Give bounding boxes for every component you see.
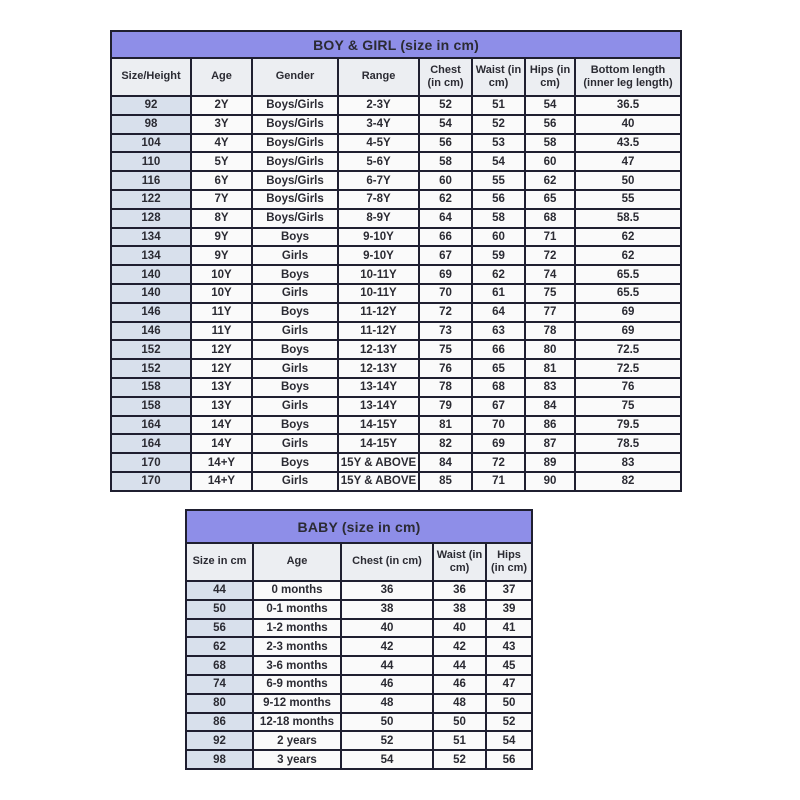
table-cell: 12-18 months [253, 713, 341, 732]
table-cell: 122 [111, 190, 191, 209]
table-cell: 158 [111, 397, 191, 416]
table-cell: 77 [525, 303, 575, 322]
table-cell: 67 [419, 246, 472, 265]
table-cell: 56 [186, 619, 253, 638]
title-row [111, 31, 681, 58]
table-cell: 76 [419, 359, 472, 378]
table-cell: 73 [419, 322, 472, 341]
table-cell: 75 [419, 340, 472, 359]
table-cell: Boys [252, 228, 338, 247]
table-cell: Girls [252, 322, 338, 341]
table-cell: 70 [419, 284, 472, 303]
table-row [111, 378, 681, 397]
table-cell: 43.5 [575, 134, 681, 153]
table-cell: 72 [419, 303, 472, 322]
table-row [111, 152, 681, 171]
table-cell: 3-4Y [338, 115, 419, 134]
table-cell: 4-5Y [338, 134, 419, 153]
table-cell: 56 [486, 750, 532, 769]
table-cell: 54 [486, 731, 532, 750]
table-cell: 50 [186, 600, 253, 619]
table-cell: 6Y [191, 171, 252, 190]
table-cell: Girls [252, 284, 338, 303]
table-cell: 50 [575, 171, 681, 190]
table-cell: 52 [419, 96, 472, 115]
table-cell: 36 [433, 581, 486, 600]
table-cell: 50 [433, 713, 486, 732]
title-row [186, 510, 532, 543]
table-cell: 14Y [191, 434, 252, 453]
table-cell: 37 [486, 581, 532, 600]
table-cell: 58 [419, 152, 472, 171]
table-cell: 78 [525, 322, 575, 341]
table-cell: 54 [419, 115, 472, 134]
column-header: Size/Height [111, 58, 191, 96]
table-cell: 81 [419, 416, 472, 435]
table-row [111, 322, 681, 341]
table-row [186, 713, 532, 732]
table-cell: Boys/Girls [252, 134, 338, 153]
table-row [186, 675, 532, 694]
table-cell: 89 [525, 453, 575, 472]
table-cell: 39 [486, 600, 532, 619]
table-cell: 54 [525, 96, 575, 115]
table-cell: Girls [252, 246, 338, 265]
table-cell: Boys/Girls [252, 96, 338, 115]
table-cell: 40 [341, 619, 433, 638]
table-cell: Boys/Girls [252, 115, 338, 134]
table-cell: 11-12Y [338, 303, 419, 322]
table-cell: 134 [111, 228, 191, 247]
column-header: Size in cm [186, 543, 253, 581]
table-cell: 60 [419, 171, 472, 190]
table-cell: 3 years [253, 750, 341, 769]
column-header: Waist (in cm) [472, 58, 525, 96]
table-cell: 13-14Y [338, 378, 419, 397]
table-title: BOY & GIRL (size in cm) [111, 31, 681, 58]
column-header: Bottom length (inner leg length) [575, 58, 681, 96]
table-cell: 62 [186, 637, 253, 656]
table-row [111, 284, 681, 303]
header-row [111, 58, 681, 96]
table-body [111, 96, 681, 491]
table-cell: 11-12Y [338, 322, 419, 341]
table-cell: 116 [111, 171, 191, 190]
column-header: Gender [252, 58, 338, 96]
table-cell: 81 [525, 359, 575, 378]
table-cell: 40 [575, 115, 681, 134]
table-cell: 14+Y [191, 453, 252, 472]
table-cell: 58 [472, 209, 525, 228]
table-row [111, 359, 681, 378]
table-cell: 58.5 [575, 209, 681, 228]
table-cell: 52 [486, 713, 532, 732]
table-cell: 38 [433, 600, 486, 619]
table-row [111, 134, 681, 153]
table-cell: 164 [111, 434, 191, 453]
table-cell: 65.5 [575, 284, 681, 303]
table-cell: 69 [575, 322, 681, 341]
table-cell: 4Y [191, 134, 252, 153]
table-cell: 70 [472, 416, 525, 435]
table-cell: Girls [252, 359, 338, 378]
table-cell: 2 years [253, 731, 341, 750]
table-row [186, 656, 532, 675]
table-cell: 10Y [191, 284, 252, 303]
table-cell: 12Y [191, 359, 252, 378]
table-cell: 72.5 [575, 340, 681, 359]
table-cell: 62 [472, 265, 525, 284]
table-cell: 40 [433, 619, 486, 638]
table-cell: 69 [575, 303, 681, 322]
table-cell: 72 [525, 246, 575, 265]
table-cell: 79 [419, 397, 472, 416]
table-cell: 78 [419, 378, 472, 397]
table-cell: 3Y [191, 115, 252, 134]
table-cell: 56 [472, 190, 525, 209]
table-cell: 14Y [191, 416, 252, 435]
table-row [111, 96, 681, 115]
table-cell: 46 [433, 675, 486, 694]
table-cell: 6-9 months [253, 675, 341, 694]
table-cell: 7Y [191, 190, 252, 209]
table-cell: Boys/Girls [252, 152, 338, 171]
table-cell: 62 [575, 228, 681, 247]
table-row [111, 190, 681, 209]
table-cell: 72.5 [575, 359, 681, 378]
table-cell: 79.5 [575, 416, 681, 435]
table-cell: 13Y [191, 378, 252, 397]
header-row [186, 543, 532, 581]
table-cell: 152 [111, 340, 191, 359]
table-cell: 54 [472, 152, 525, 171]
table-cell: Girls [252, 434, 338, 453]
table-cell: 146 [111, 322, 191, 341]
table-cell: 11Y [191, 322, 252, 341]
table-cell: 10Y [191, 265, 252, 284]
table-cell: 128 [111, 209, 191, 228]
table-cell: Boys/Girls [252, 209, 338, 228]
table-cell: Boys/Girls [252, 171, 338, 190]
table-cell: 69 [472, 434, 525, 453]
table-cell: 140 [111, 284, 191, 303]
table-cell: 14-15Y [338, 434, 419, 453]
table-row [111, 115, 681, 134]
table-row [186, 581, 532, 600]
table-cell: 36.5 [575, 96, 681, 115]
column-header: Waist (in cm) [433, 543, 486, 581]
table-row [111, 397, 681, 416]
table-cell: 63 [472, 322, 525, 341]
table-cell: 59 [472, 246, 525, 265]
table-cell: 48 [433, 694, 486, 713]
table-cell: 44 [341, 656, 433, 675]
table-cell: 152 [111, 359, 191, 378]
table-cell: 80 [525, 340, 575, 359]
table-cell: 7-8Y [338, 190, 419, 209]
table-cell: 2-3Y [338, 96, 419, 115]
table-cell: 12Y [191, 340, 252, 359]
table-cell: 74 [525, 265, 575, 284]
table-cell: 14-15Y [338, 416, 419, 435]
table-cell: 82 [419, 434, 472, 453]
table-cell: 9Y [191, 228, 252, 247]
table-cell: 71 [472, 472, 525, 491]
table-row [111, 246, 681, 265]
table-cell: 9-12 months [253, 694, 341, 713]
table-cell: 85 [419, 472, 472, 491]
table-cell: 11Y [191, 303, 252, 322]
column-header: Hips (in cm) [525, 58, 575, 96]
table-cell: 56 [525, 115, 575, 134]
table-row [111, 472, 681, 491]
table-row [111, 434, 681, 453]
table-row [111, 228, 681, 247]
table-cell: 92 [111, 96, 191, 115]
table-cell: 74 [186, 675, 253, 694]
table-cell: 1-2 months [253, 619, 341, 638]
table-cell: 12-13Y [338, 359, 419, 378]
table-cell: 62 [575, 246, 681, 265]
table-cell: 12-13Y [338, 340, 419, 359]
table-cell: 60 [525, 152, 575, 171]
table-cell: 14+Y [191, 472, 252, 491]
table-cell: 0-1 months [253, 600, 341, 619]
table-cell: 68 [186, 656, 253, 675]
table-cell: 62 [525, 171, 575, 190]
table-cell: 55 [472, 171, 525, 190]
table-row [186, 619, 532, 638]
table-cell: 86 [525, 416, 575, 435]
table-cell: 5-6Y [338, 152, 419, 171]
table-cell: 87 [525, 434, 575, 453]
table-cell: 62 [419, 190, 472, 209]
table-title: BABY (size in cm) [186, 510, 532, 543]
table-cell: 51 [472, 96, 525, 115]
table-cell: 110 [111, 152, 191, 171]
table-cell: 52 [341, 731, 433, 750]
table-cell: 50 [486, 694, 532, 713]
table-cell: 75 [575, 397, 681, 416]
table-row [186, 750, 532, 769]
table-cell: 52 [472, 115, 525, 134]
table-cell: 47 [486, 675, 532, 694]
table-cell: 60 [472, 228, 525, 247]
table-cell: 86 [186, 713, 253, 732]
table-cell: 52 [433, 750, 486, 769]
table-cell: 92 [186, 731, 253, 750]
table-cell: 54 [341, 750, 433, 769]
table-cell: 2Y [191, 96, 252, 115]
table-cell: 170 [111, 453, 191, 472]
table-cell: Boys [252, 340, 338, 359]
table-cell: 66 [472, 340, 525, 359]
table-cell: 50 [341, 713, 433, 732]
table-row [186, 694, 532, 713]
table-cell: 15Y & ABOVE [338, 472, 419, 491]
table-cell: Boys/Girls [252, 190, 338, 209]
table-cell: 68 [525, 209, 575, 228]
table-cell: 68 [472, 378, 525, 397]
table-cell: Boys [252, 416, 338, 435]
table-cell: 48 [341, 694, 433, 713]
table-cell: 43 [486, 637, 532, 656]
table-cell: 98 [111, 115, 191, 134]
table-cell: 84 [525, 397, 575, 416]
table-row [111, 265, 681, 284]
table-cell: 51 [433, 731, 486, 750]
table-cell: Boys [252, 265, 338, 284]
table-cell: 170 [111, 472, 191, 491]
table-cell: 65 [525, 190, 575, 209]
table-cell: 53 [472, 134, 525, 153]
table-cell: Boys [252, 303, 338, 322]
table-cell: 75 [525, 284, 575, 303]
table-cell: 15Y & ABOVE [338, 453, 419, 472]
table-cell: 36 [341, 581, 433, 600]
table-cell: 64 [472, 303, 525, 322]
table-cell: 61 [472, 284, 525, 303]
table-row [186, 637, 532, 656]
table-cell: 44 [433, 656, 486, 675]
table-cell: 140 [111, 265, 191, 284]
column-header: Range [338, 58, 419, 96]
table-cell: 13-14Y [338, 397, 419, 416]
table-cell: 8-9Y [338, 209, 419, 228]
table-cell: 146 [111, 303, 191, 322]
table-cell: 9Y [191, 246, 252, 265]
table-cell: 41 [486, 619, 532, 638]
table-cell: Boys [252, 453, 338, 472]
table-cell: 45 [486, 656, 532, 675]
column-header: Age [191, 58, 252, 96]
table-cell: 42 [341, 637, 433, 656]
table-row [111, 416, 681, 435]
table-cell: 0 months [253, 581, 341, 600]
table-cell: 65.5 [575, 265, 681, 284]
table-row [111, 303, 681, 322]
table-cell: 44 [186, 581, 253, 600]
table-cell: 65 [472, 359, 525, 378]
baby-size-table [185, 509, 533, 770]
table-cell: 3-6 months [253, 656, 341, 675]
table-row [111, 209, 681, 228]
table-cell: Girls [252, 397, 338, 416]
table-cell: 72 [472, 453, 525, 472]
table-row [186, 600, 532, 619]
table-row [111, 340, 681, 359]
table-cell: 66 [419, 228, 472, 247]
table-cell: 84 [419, 453, 472, 472]
table-cell: 78.5 [575, 434, 681, 453]
table-cell: 42 [433, 637, 486, 656]
table-cell: 58 [525, 134, 575, 153]
table-cell: 98 [186, 750, 253, 769]
table-cell: 10-11Y [338, 265, 419, 284]
boy-girl-size-table [110, 30, 682, 492]
table-cell: 46 [341, 675, 433, 694]
table-cell: 10-11Y [338, 284, 419, 303]
table-cell: 134 [111, 246, 191, 265]
table-cell: 67 [472, 397, 525, 416]
table-cell: Girls [252, 472, 338, 491]
table-body [186, 581, 532, 769]
column-header: Chest (in cm) [419, 58, 472, 96]
table-cell: 2-3 months [253, 637, 341, 656]
table-cell: 71 [525, 228, 575, 247]
column-header: Age [253, 543, 341, 581]
table-cell: 104 [111, 134, 191, 153]
table-row [111, 171, 681, 190]
table-cell: 90 [525, 472, 575, 491]
column-header: Hips (in cm) [486, 543, 532, 581]
table-cell: 38 [341, 600, 433, 619]
table-cell: 83 [525, 378, 575, 397]
table-cell: 9-10Y [338, 228, 419, 247]
table-cell: 55 [575, 190, 681, 209]
table-cell: 164 [111, 416, 191, 435]
table-cell: 80 [186, 694, 253, 713]
table-cell: Boys [252, 378, 338, 397]
table-cell: 76 [575, 378, 681, 397]
table-cell: 13Y [191, 397, 252, 416]
table-cell: 9-10Y [338, 246, 419, 265]
table-cell: 5Y [191, 152, 252, 171]
column-header: Chest (in cm) [341, 543, 433, 581]
table-cell: 64 [419, 209, 472, 228]
table-cell: 69 [419, 265, 472, 284]
table-cell: 82 [575, 472, 681, 491]
table-row [111, 453, 681, 472]
table-cell: 56 [419, 134, 472, 153]
table-cell: 8Y [191, 209, 252, 228]
table-cell: 158 [111, 378, 191, 397]
table-cell: 6-7Y [338, 171, 419, 190]
table-cell: 83 [575, 453, 681, 472]
table-cell: 47 [575, 152, 681, 171]
table-row [186, 731, 532, 750]
